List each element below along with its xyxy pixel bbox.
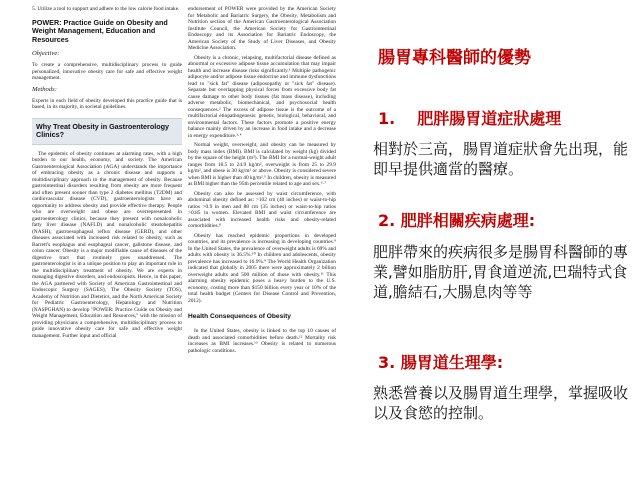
consequences-paragraph: In the United States, obesity is linked to the top 10 causes of death and associated comorbidities before death.¹² Mortality risk increases as BMI increases.¹³ Obesity is related to numerous pathologic conditions. (188, 328, 336, 354)
slide-title: 腸胃專科醫師的優勢 (378, 48, 531, 68)
callout-title: Why Treat Obesity in Gastroenterology Clinics? (36, 121, 169, 140)
guide-title: POWER: Practice Guide on Obesity and Weight Management, Education and Resources (32, 17, 168, 44)
point-3-number: 3. (378, 353, 396, 372)
chronic-disease-paragraph: Obesity is a chronic, relapsing, multifactorial disease defined as abnormal or excessive adipose tissue accumulation that may impair health and increase disease risks significantly.¹ Multiple pathogenic adipocyte and/or adipose tissue endocrine and immune dysfunctions lead to "sick fat" disease (adiposopathy or "sick fat" disease). Separate but overlapping physical forces from excessive body fat cause damage to other body tissues (fat mass disease), including adverse metabolic, biomechanical, and psychosocial health consequences.² The excess of adipose tissue is the outcome of a multifactorial etiopathogenesis: genetic, biological, behavioral, and environmental factors. These factors promote a positive energy balance mainly driven by an increase in food intake and a decrease in energy expenditure.³·⁴ (188, 54, 336, 139)
callout-box (32, 118, 182, 145)
methods-text: Experts in each field of obesity developed this practice guide that is based, in its majority, in societal guidelines. (32, 97, 182, 111)
point-1-heading (378, 108, 638, 130)
journal-right-column (188, 6, 336, 357)
prevalence-paragraph: Obesity has reached epidemic proportions in developed countries, and its prevalence is increasing in developing countries.⁹ In the United States, the prevalence of overweight adults is 69% and adults with obesity is 36.5%.¹⁰ In children and adolescents, obesity prevalence has increased to 16.9%.⁹ The World Health Organization indicated that globally in 2005 there were approximately 2 billion overweight adults and 500 million of those with obesity.¹¹ This alarming obesity epidemic poses a heavy burden to the U.S. economy, costing more than $150 billion every year or 10% of the total health budget (Centers for Disease Control and Prevention, 2012). (188, 232, 336, 304)
slide-text-panel (370, 0, 636, 480)
intro-item: 5. Utilize a tool to support and adhere to the low calorie food intake. (32, 6, 180, 12)
point-2-body: 肥胖帶來的疾病很多是腸胃科醫師的專業,譬如脂肪肝,胃食道逆流,巴瑞特式食道,膽結石,大腸息肉等等 (373, 243, 629, 301)
point-2-heading-text: 肥胖相關疾病處理: (400, 211, 536, 230)
objective-heading: Objective: (32, 50, 60, 58)
methods-heading: Methods: (32, 85, 57, 93)
point-1-body: 相對於三高，腸胃道症狀會先出現，能即早提供適當的醫療。 (373, 140, 629, 178)
point-1-number: 1. (378, 109, 396, 128)
endorsement-paragraph: endorsement of POWER were provided by the American Society for Metabolic and Bariatric Surgery, the Obesity, Metabolism and Nutrition section of the American Gastroenterological Association Institute Council, the American Society for Gastrointestinal Endoscopy and its Association for Bariatric Endoscopy, the American Society of the Study of Liver Diseases, and Obesity Medicine Association. (188, 6, 336, 51)
point-3-heading (378, 352, 638, 374)
point-3-body: 熟悉營養以及腸胃道生理學，掌握吸收以及食慾的控制。 (373, 384, 629, 422)
bmi-paragraph: Normal weight, overweight, and obesity can be measured by body mass index (BMI). BMI is calculated by weight (kg) divided by the square of the height (m²). The BMI for a normal-weight adult ranges from 18.5 to 24.9 kg/m², overweight is from 25 to 29.9 kg/m², and obese is 30 kg/m² or above. Obesity is considered severe when BMI is higher than 40 kg/m².⁵ In children, obesity is measured as BMI higher than the 95th percentile related to age and sex.⁶·⁷ (188, 142, 336, 187)
section-heading: Health Consequences of Obesity (188, 313, 291, 320)
objective-text: To create a comprehensive, multidisciplinary process to guide personalized, innovative obesity care for safe and effective weight management. (32, 62, 182, 82)
waist-paragraph: Obesity can also be assessed by waist circumference, with abdominal obesity defined as: >102 cm (40 inches) or waist-to-hip ratios >0.9 in men and 88 cm (35 inches) or waist-to-hip ratios >0.85 in women. Elevated BMI and waist circumference are associated with increased health risks and obesity-related comorbidities.⁸ (188, 190, 336, 229)
journal-left-column (32, 6, 182, 342)
point-2-number: 2. (378, 211, 396, 230)
point-3-heading-text: 腸胃道生理學: (400, 353, 504, 372)
body-paragraph: The epidemic of obesity continues at alarming rates, with a high burden to our health, economy, and society. The American Gastroenterological Association (AGA) understands the importance of embracing obesity as a chronic disease and supports a multidisciplinary approach to the management of obesity. Because gastrointestinal disorders resulting from obesity are more frequent and often present sooner than type 2 diabetes mellitus (T2DM) and cardiovascular disease (CVD), gastroenterologists have an opportunity to address obesity and provide effective therapy. People who are overweight and obese are overrepresented in gastroenterology clinics, because they present with nonalcoholic fatty liver disease (NAFLD) and nonalcoholic steatohepatitis (NASH), gastroesophageal reflux disease (GERD), and other diseases associated with increased risk related to obesity, such as Barrett's esophagus and esophageal cancer, gallstone disease, and colon cancer. Obesity is a major modifiable cause of diseases of the digestive tract that routinely goes unaddressed. The gastroenterologist is in a unique position to play an important role in the multidisciplinary treatment of obesity. We are experts in managing digestive disorders, and endoscopists. Hence, in this paper, the AGA partnered with Society of American Gastrointestinal and Endoscopic Surgery (SAGES), The Obesity Society (TOS), Academy of Nutrition and Dietetics, and the North American Society for Pediatric Gastroenterology, Hepatology and Nutrition (NASPGHAN) to develop "POWER: Practice Guide on Obesity and Weight Management, Education and Resources," with the mission of providing physicians a comprehensive, multidisciplinary process to guide innovative obesity care for safe and effective weight management. Further input and official (32, 150, 182, 339)
point-2-heading (378, 210, 638, 232)
point-1-heading-text: 肥胖腸胃道症狀處理 (417, 109, 562, 128)
